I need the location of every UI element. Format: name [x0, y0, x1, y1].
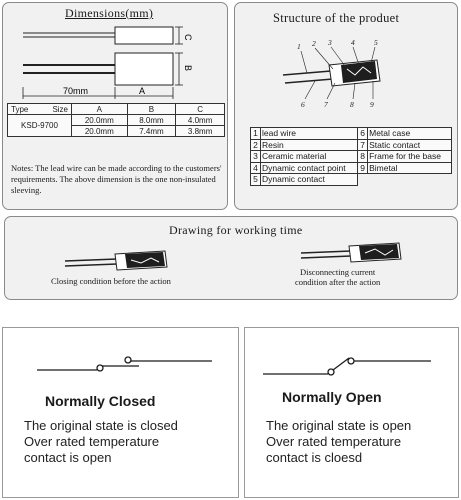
nc-desc-line3: contact is open: [24, 450, 112, 465]
callout-1: 1: [297, 42, 301, 51]
callout-6: 6: [301, 100, 305, 109]
callout-5: 5: [374, 38, 378, 47]
normally-open-box: [244, 327, 459, 498]
table-row: [251, 128, 452, 140]
part-num: 5: [251, 174, 261, 186]
table-cell: 4.0mm: [176, 115, 225, 126]
dimensions-panel: [2, 2, 228, 210]
part-label: Metal case: [368, 128, 452, 140]
nc-desc-line1: The original state is closed: [24, 418, 178, 433]
working-time-panel: [4, 216, 458, 300]
size-table: [7, 103, 225, 137]
table-row: [251, 139, 452, 151]
normally-closed-switch-symbol: [3, 328, 240, 388]
callout-4: 4: [351, 38, 355, 47]
part-num: 4: [251, 162, 261, 174]
part-num: 3: [251, 151, 261, 163]
normally-open-title: Normally Open: [282, 389, 382, 405]
table-cell: 20.0mm: [72, 126, 128, 137]
structure-title: Structure of the produet: [273, 11, 400, 25]
normally-closed-box: [2, 327, 239, 498]
callout-3: 3: [328, 38, 332, 47]
part-label: lead wire: [261, 128, 358, 140]
working-time-drawing: [5, 217, 459, 301]
part-label: Ceramic material: [261, 151, 358, 163]
part-label: Bimetal: [368, 162, 452, 174]
col-header-b: B: [127, 104, 176, 115]
col-header-c: C: [176, 104, 225, 115]
normally-closed-title: Normally Closed: [45, 393, 156, 409]
table-cell: 20.0mm: [72, 115, 128, 126]
empty-cell: [358, 174, 368, 186]
part-label: Dynamic contact point: [261, 162, 358, 174]
normally-open-description: [266, 418, 458, 466]
dim-label-b: B: [183, 65, 193, 72]
part-num: 8: [358, 151, 368, 163]
structure-drawing: [235, 3, 459, 123]
part-label: Dynamic contact: [261, 174, 358, 186]
no-desc-line3: contact is cloesd: [266, 450, 363, 465]
dimensions-note: Notes: The lead wire can be made according to the customers' requirements. The above dimension is the one non-insulated sleeving.: [11, 163, 222, 195]
dim-label-a: A: [139, 86, 146, 96]
callout-9: 9: [370, 100, 374, 109]
table-header-row: [8, 104, 225, 115]
callout-7: 7: [324, 100, 328, 109]
table-corner: [8, 104, 72, 115]
disconnecting-caption-line2: condition after the action: [295, 277, 381, 287]
model-cell: KSD-9700: [8, 115, 72, 137]
part-num: 2: [251, 139, 261, 151]
table-cell: 3.8mm: [176, 126, 225, 137]
dim-label-length: 70mm: [63, 86, 89, 96]
table-cell: 8.0mm: [127, 115, 176, 126]
dimension-drawing: [3, 3, 229, 101]
nc-desc-line2: Over rated temperature: [24, 434, 160, 449]
part-num: 1: [251, 128, 261, 140]
normally-open-switch-symbol: [245, 328, 460, 388]
no-desc-line1: The original state is open: [266, 418, 412, 433]
structure-panel: [234, 2, 458, 210]
normally-closed-description: [24, 418, 236, 466]
col-header-a: A: [72, 104, 128, 115]
parts-table: [250, 127, 452, 186]
part-label: Static contact: [368, 139, 452, 151]
table-row: [251, 151, 452, 163]
table-cell: 7.4mm: [127, 126, 176, 137]
table-row: [251, 174, 452, 186]
part-label: Frame for the base: [368, 151, 452, 163]
table-row: [251, 162, 452, 174]
part-label: Resin: [261, 139, 358, 151]
no-desc-line2: Over rated temperature: [266, 434, 402, 449]
corner-size: Size: [52, 104, 68, 114]
part-num: 7: [358, 139, 368, 151]
table-row: [8, 115, 225, 126]
disconnecting-caption-line1: Disconnecting current: [299, 267, 376, 277]
disconnecting-caption: [295, 267, 380, 287]
dim-label-c: C: [183, 34, 193, 41]
callout-2: 2: [312, 39, 316, 48]
dimensions-title: Dimensions(mm): [65, 6, 154, 20]
part-num: 9: [358, 162, 368, 174]
empty-cell: [368, 174, 452, 186]
callout-8: 8: [350, 100, 354, 109]
closing-caption: Closing condition before the action: [51, 276, 171, 286]
working-time-title: Drawing for working time: [169, 223, 303, 237]
corner-type: Type: [11, 104, 29, 114]
part-num: 6: [358, 128, 368, 140]
